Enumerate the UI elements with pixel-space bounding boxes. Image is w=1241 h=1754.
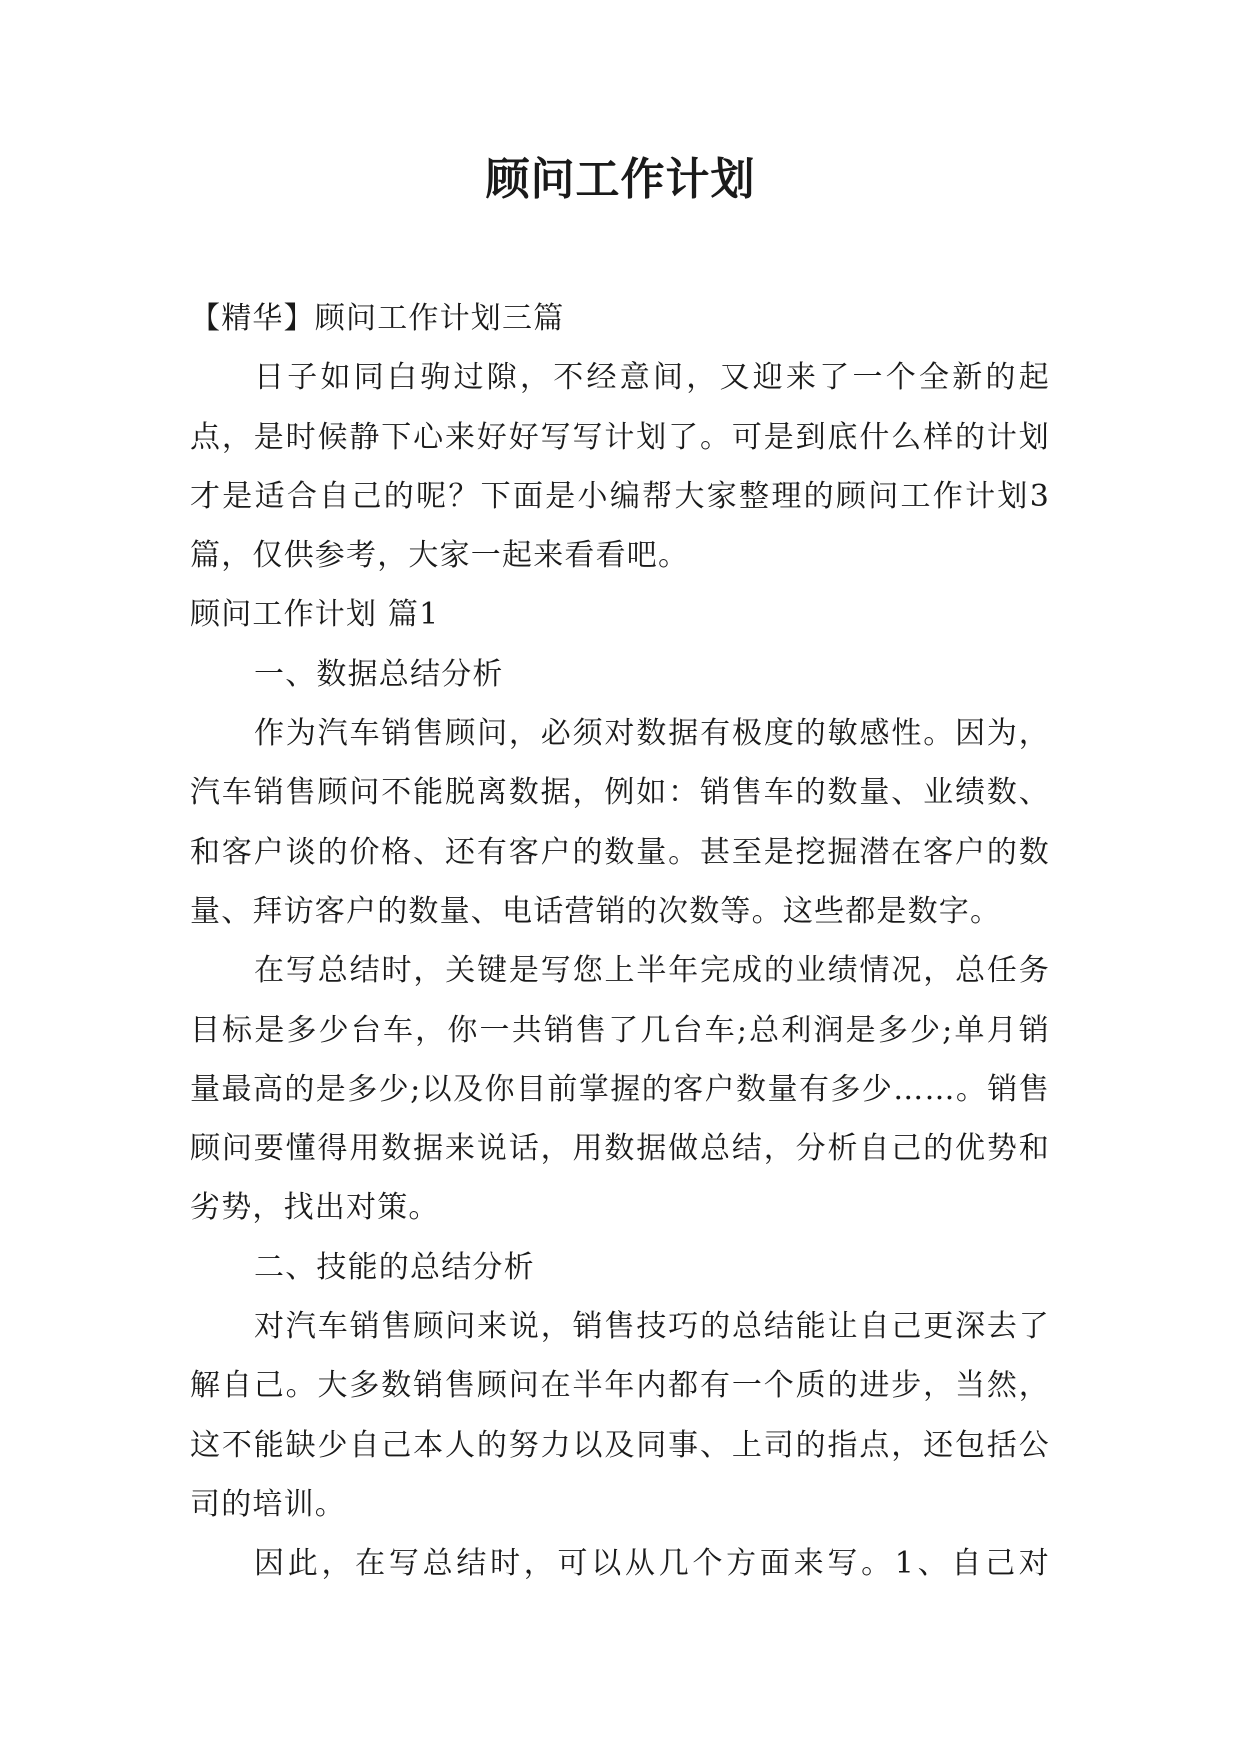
section-heading-part1: 顾问工作计划 篇1 (190, 597, 440, 633)
heading-data-analysis: 一、数据总结分析 (254, 656, 504, 692)
paragraph-intro: 日子如同白驹过隙，不经意间，又迎来了一个全新的起点，是时候静下心来好好写写计划了。可是到底什么样的计划才是适合自己的呢？下面是小编帮大家整理的顾问工作计划3篇，仅供参考，大家一起来看看吧。 (190, 360, 1050, 574)
paragraph-sales-skills: 对汽车销售顾问来说，销售技巧的总结能让自己更深去了解自己。大多数销售顾问在半年内都有一个质的进步，当然，这不能缺少自己本人的努力以及同事、上司的指点，还包括公司的培训。 (190, 1309, 1050, 1522)
paragraph-writing-aspects: 因此，在写总结时，可以从几个方面来写。1、自己对 (254, 1546, 1050, 1582)
paragraph-performance-summary: 在写总结时，关键是写您上半年完成的业绩情况，总任务目标是多少台车，你一共销售了几台车;总利润是多少;单月销量最高的是多少;以及你目前掌握的客户数量有多少……。销售顾问要懂得用数据来说话，用数据做总结，分析自己的优势和劣势，找出对策。 (190, 953, 1050, 1226)
paragraph-subtitle: 【精华】顾问工作计划三篇 (190, 301, 565, 336)
document-body (190, 289, 1050, 1594)
document-title: 顾问工作计划 (485, 154, 756, 205)
paragraph-data-sensitivity: 作为汽车销售顾问，必须对数据有极度的敏感性。因为，汽车销售顾问不能脱离数据，例如：销售车的数量、业绩数、和客户谈的价格、还有客户的数量。甚至是挖掘潜在客户的数量、拜访客户的数量、电话营销的次数等。这些都是数字。 (190, 716, 1050, 929)
heading-skills-analysis: 二、技能的总结分析 (254, 1249, 535, 1285)
